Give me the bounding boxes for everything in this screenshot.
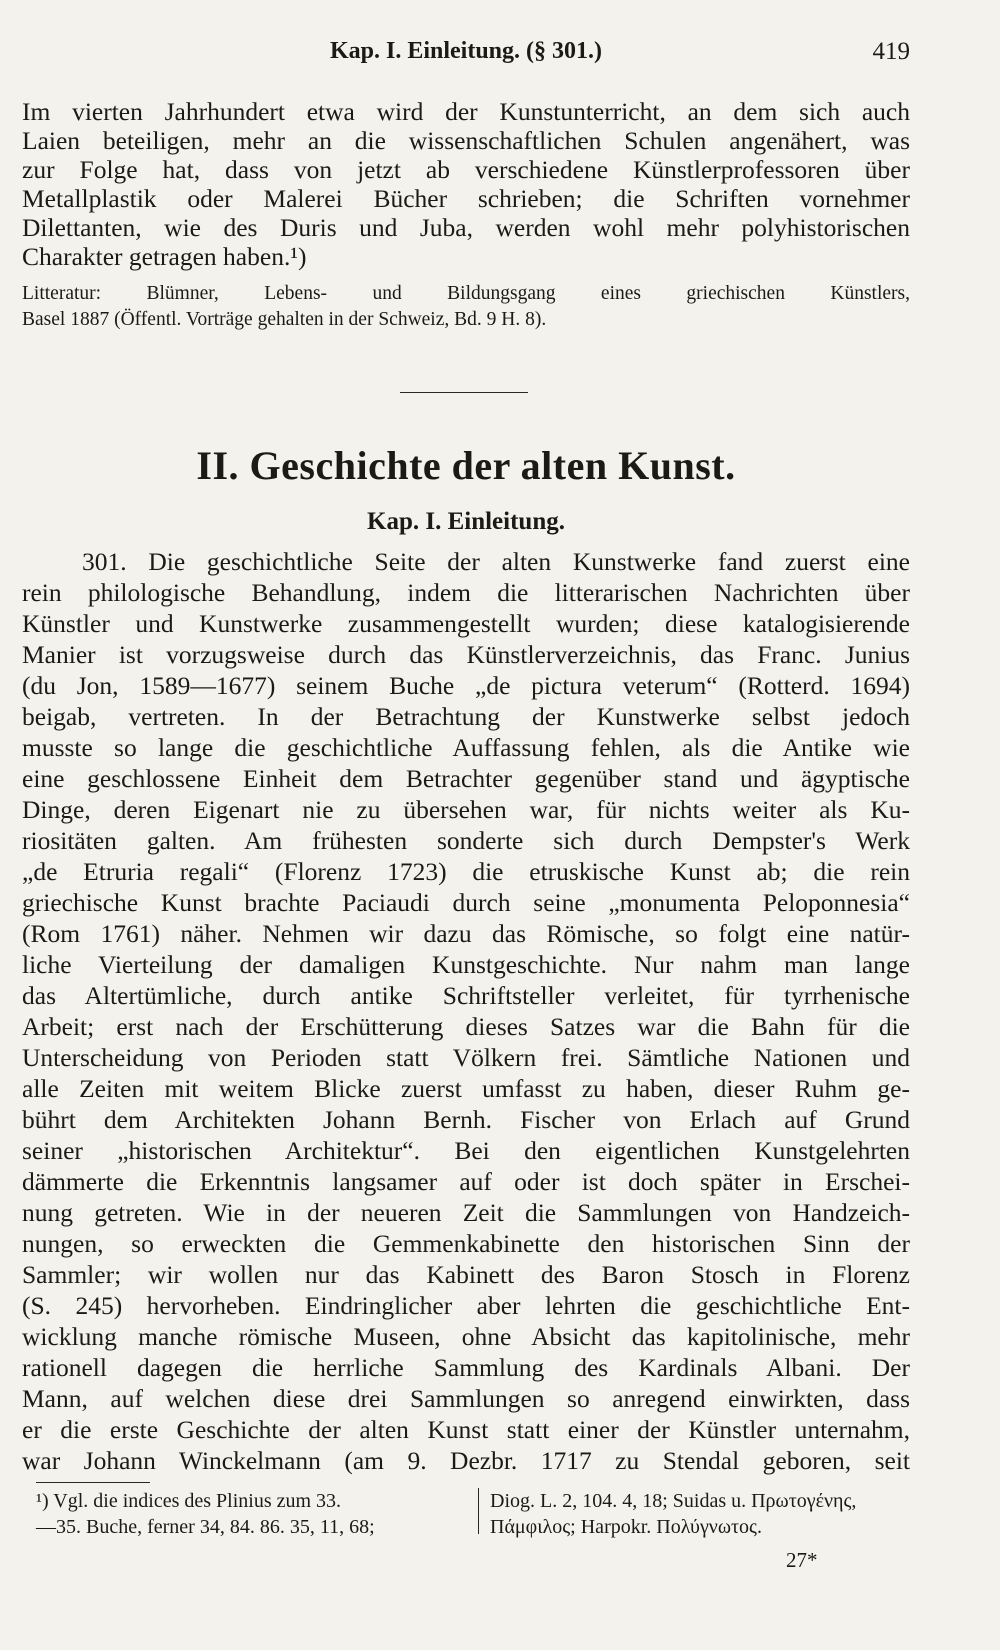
text-line: Manier ist vorzugsweise durch das Künstlerverzeichnis, das Franc. Junius [22,640,910,669]
section-title: II. Geschichte der alten Kunst. [196,443,736,488]
text-line: riositäten galten. Am frühesten sonderte sich durch Dempster's Werk [22,826,910,855]
text-line: alle Zeiten mit weitem Blicke zuerst umfasst zu haben, dieser Ruhm ge- [22,1074,910,1103]
text-line: Dilettanten, wie des Duris und Juba, werden wohl mehr polyhistorischen [22,213,910,242]
page-number: 419 [872,38,910,65]
text-line: (du Jon, 1589—1677) seinem Buche „de pictura veterum“ (Rotterd. 1694) [22,671,910,700]
text-line: bührt dem Architekten Johann Bernh. Fischer von Erlach auf Grund [22,1105,910,1134]
text-line: er die erste Geschichte der alten Kunst statt einer der Künstler unternahm, [22,1415,910,1444]
text-line: das Altertümliche, durch antike Schriftsteller verleitet, für tyrrhenische [22,981,910,1010]
literature-note-line: Basel 1887 (Öffentl. Vorträge gehalten in der Schweiz, Bd. 9 H. 8). [22,309,547,330]
text-line: Mann, auf welchen diese drei Sammlungen so anregend einwirkten, dass [22,1384,910,1413]
text-line: rein philologische Behandlung, indem die litterarischen Nachrichten über [22,578,910,607]
text-line: wicklung manche römische Museen, ohne Absicht das kapitolinische, mehr [22,1322,910,1351]
text-line: „de Etruria regali“ (Florenz 1723) die etruskische Kunst ab; die rein [22,857,910,886]
text-line: dämmerte die Erkenntnis langsamer auf oder ist doch später in Erschei- [22,1167,910,1196]
footnote-line: ¹) Vgl. die indices des Plinius zum 33. [36,1490,342,1512]
text-line: beigab, vertreten. In der Betrachtung der Kunstwerke selbst jedoch [22,702,910,731]
literature-note-line: Litteratur: Blümner, Lebens- und Bildungsgang eines griechischen Künstlers, [22,283,910,304]
footnote-line: Diog. L. 2, 104. 4, 18; Suidas u. Πρωτογένης, [490,1490,857,1512]
chapter-title: Kap. I. Einleitung. [367,508,565,535]
footnote-divider [478,1488,479,1534]
text-line: rationell dagegen die herrliche Sammlung des Kardinals Albani. Der [22,1353,910,1382]
text-line: eine geschlossene Einheit dem Betrachter gegenüber stand und ägyptische [22,764,910,793]
text-line: Laien beteiligen, mehr an die wissenschaftlichen Schulen angenähert, was [22,126,910,155]
text-line: Künstler und Kunstwerke zusammengestellt wurden; diese katalogisierende [22,609,910,638]
running-title: Kap. I. Einleitung. (§ 301.) [329,38,603,64]
text-line: Dinge, deren Eigenart nie zu übersehen war, für nichts weiter als Ku- [22,795,910,824]
footnote-rule [36,1482,150,1483]
text-line: Sammler; wir wollen nur das Kabinett des Baron Stosch in Florenz [22,1260,910,1289]
text-line: Metallplastik oder Malerei Bücher schrieben; die Schriften vornehmer [22,184,910,213]
text-line: Unterscheidung von Perioden statt Völkern frei. Sämtliche Nationen und [22,1043,910,1072]
text-line: Im vierten Jahrhundert etwa wird der Kunstunterricht, an dem sich auch [22,97,910,126]
text-line: war Johann Winckelmann (am 9. Dezbr. 1717 zu Stendal geboren, seit [22,1446,910,1475]
text-line: nung getreten. Wie in der neueren Zeit die Sammlungen von Handzeich- [22,1198,910,1227]
text-line: nungen, so erweckten die Gemmenkabinette den historischen Sinn der [22,1229,910,1258]
text-line: (S. 245) hervorheben. Eindringlicher aber lehrten die geschichtliche Ent- [22,1291,910,1320]
running-head [22,38,910,65]
text-line: liche Vierteilung der damaligen Kunstgeschichte. Nur nahm man lange [22,950,910,979]
footnote-line: Πάμφιλος; Harpokr. Πολύγνωτος. [490,1516,762,1538]
footnote-line: —35. Buche, ferner 34, 84. 86. 35, 11, 68; [36,1516,375,1538]
text-line: musste so lange die geschichtliche Auffassung fehlen, als die Antike wie [22,733,910,762]
text-line: seiner „historischen Architektur“. Bei den eigentlichen Kunstgelehrten [22,1136,910,1165]
text-line: (Rom 1761) näher. Nehmen wir dazu das Römische, so folgt eine natür- [22,919,910,948]
text-line: zur Folge hat, dass von jetzt ab verschiedene Künstlerprofessoren über [22,155,910,184]
section-rule [400,392,528,393]
text-line: Arbeit; erst nach der Erschütterung dieses Satzes war die Bahn für die [22,1012,910,1041]
text-line: Charakter getragen haben.¹) [22,242,307,271]
text-line: griechische Kunst brachte Paciaudi durch seine „monumenta Peloponnesia“ [22,888,910,917]
footnote-right [490,1488,856,1540]
signature-mark: 27* [786,1548,818,1572]
text-line-first: 301. Die geschichtliche Seite der alten Kunstwerke fand zuerst eine [82,547,910,576]
footnote-left [36,1488,375,1540]
